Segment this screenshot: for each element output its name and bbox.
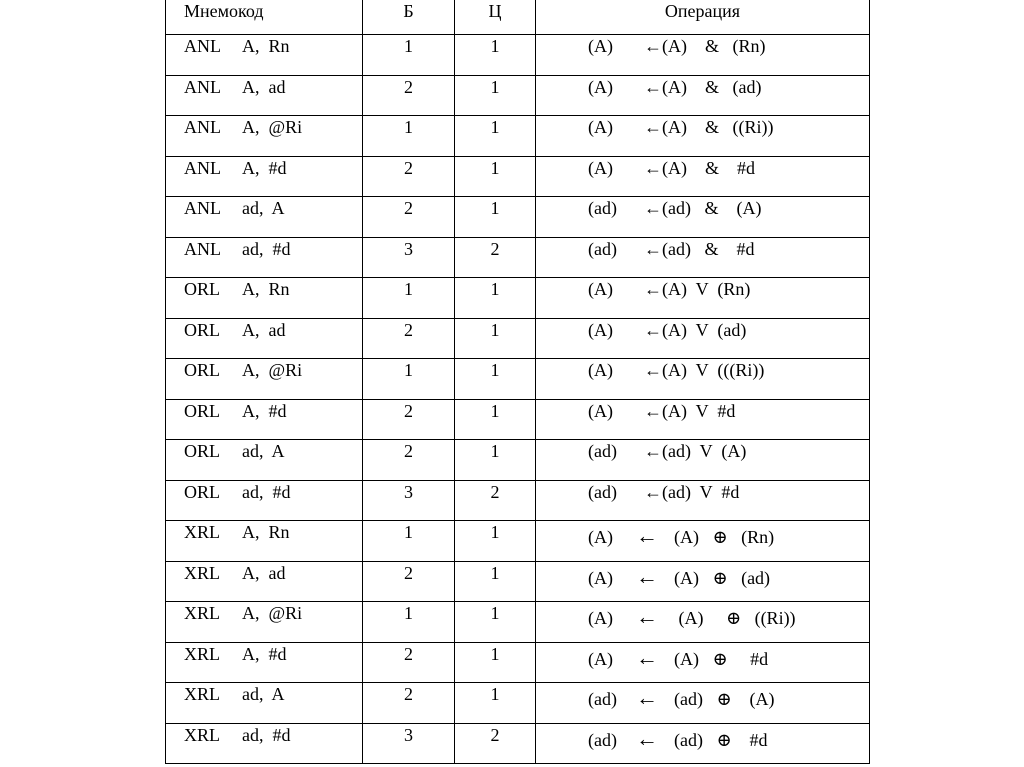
left-arrow-icon: ← [636, 644, 658, 670]
table-row [166, 399, 870, 440]
mnemonic-name: XRL [184, 643, 220, 664]
mnemonic-name: ORL [184, 279, 220, 299]
left-arrow-icon: ← [644, 198, 662, 218]
mnemonic-name: ANL [184, 117, 221, 137]
operation-source: (A) & (Rn) [662, 36, 766, 56]
cycles-cell: 1 [455, 561, 536, 602]
table-row [166, 197, 870, 238]
operation-destination: (A) [588, 76, 613, 97]
left-arrow-icon: ← [636, 604, 658, 629]
cycles-cell: 1 [455, 440, 536, 481]
mnemonic-cell [166, 35, 363, 76]
mnemonic-name: ANL [184, 198, 221, 218]
mnemonic-cell [166, 278, 363, 319]
operation-expression [588, 441, 746, 461]
mnemonic-cell [166, 237, 363, 278]
operation-cell [536, 359, 870, 400]
cycles-cell: 1 [455, 278, 536, 319]
operation-cell [536, 399, 870, 440]
table-header-row [166, 0, 870, 35]
mnemonic-args: A, ad [242, 562, 286, 583]
mnemonic-name: ANL [184, 157, 221, 178]
mnemonic-cell [166, 359, 363, 400]
cycles-cell: 1 [455, 156, 536, 197]
header-mnemonic: Мнемокод [166, 0, 363, 35]
operation-destination: (ad) [588, 689, 617, 709]
mnemonic-args: ad, #d [242, 238, 291, 259]
cycles-cell: 1 [455, 116, 536, 157]
operation-source: (A) & #d [662, 157, 755, 178]
table-row [166, 35, 870, 76]
operation-source: (A) ⊕ ((Ri)) [674, 608, 796, 628]
left-arrow-icon: ← [644, 238, 662, 259]
mnemonic-args: A, Rn [242, 279, 290, 299]
operation-destination: (ad) [588, 729, 617, 750]
operation-expression [588, 603, 796, 628]
bytes-cell: 2 [363, 75, 455, 116]
operation-source: (A) V (((Ri)) [662, 360, 765, 380]
operation-expression [588, 563, 770, 588]
mnemonic-name: ANL [184, 238, 221, 259]
mnemonic-name: XRL [184, 603, 220, 623]
table-row [166, 561, 870, 602]
mnemonic-name: XRL [184, 562, 220, 583]
left-arrow-icon: ← [644, 157, 662, 178]
operation-cell [536, 440, 870, 481]
bytes-cell: 2 [363, 318, 455, 359]
operation-cell [536, 318, 870, 359]
mnemonic-args: ad, #d [242, 481, 291, 502]
table-row [166, 642, 870, 683]
operation-expression [588, 36, 765, 56]
operation-destination: (A) [588, 117, 613, 137]
operation-expression [588, 522, 774, 547]
mnemonic-name: ORL [184, 400, 220, 421]
mnemonic-cell [166, 602, 363, 643]
table-row [166, 683, 870, 724]
cycles-cell: 1 [455, 359, 536, 400]
bytes-cell: 2 [363, 683, 455, 724]
mnemonic-args: A, @Ri [242, 360, 303, 380]
mnemonic-args: ad, #d [242, 724, 291, 745]
operation-source: (ad) & #d [662, 238, 755, 259]
mnemonic-name: ORL [184, 481, 220, 502]
mnemonic-cell [166, 75, 363, 116]
operation-cell [536, 480, 870, 521]
header-operation: Операция [536, 0, 870, 35]
operation-expression [588, 158, 755, 178]
mnemonic-args: A, #d [242, 157, 287, 178]
operation-cell [536, 116, 870, 157]
bytes-cell: 3 [363, 480, 455, 521]
bytes-cell: 3 [363, 723, 455, 764]
bytes-cell: 2 [363, 440, 455, 481]
bytes-cell: 1 [363, 116, 455, 157]
left-arrow-icon: ← [636, 725, 658, 751]
cycles-cell: 2 [455, 723, 536, 764]
left-arrow-icon: ← [644, 117, 662, 137]
cycles-cell: 1 [455, 399, 536, 440]
operation-destination: (ad) [588, 481, 617, 502]
operation-source: (A) ⊕ #d [674, 648, 769, 669]
operation-destination: (A) [588, 527, 613, 547]
table-row [166, 318, 870, 359]
left-arrow-icon: ← [636, 523, 658, 548]
header-bytes: Б [363, 0, 455, 35]
cycles-cell: 2 [455, 237, 536, 278]
table-row [166, 278, 870, 319]
cycles-cell: 2 [455, 480, 536, 521]
operation-expression [588, 644, 768, 669]
operation-cell [536, 35, 870, 76]
mnemonic-name: ORL [184, 360, 220, 380]
operation-expression [588, 198, 761, 218]
left-arrow-icon: ← [644, 441, 662, 461]
cycles-cell: 1 [455, 602, 536, 643]
left-arrow-icon: ← [644, 481, 662, 502]
bytes-cell: 3 [363, 237, 455, 278]
operation-source: (A) V (Rn) [662, 279, 751, 299]
bytes-cell: 2 [363, 642, 455, 683]
cycles-cell: 1 [455, 318, 536, 359]
mnemonic-cell [166, 642, 363, 683]
operation-destination: (A) [588, 567, 613, 588]
operation-cell [536, 561, 870, 602]
operation-destination: (A) [588, 36, 613, 56]
mnemonic-args: ad, A [242, 441, 285, 461]
mnemonic-cell [166, 521, 363, 562]
bytes-cell: 2 [363, 156, 455, 197]
operation-expression [588, 360, 764, 380]
left-arrow-icon: ← [636, 563, 658, 589]
table-row [166, 521, 870, 562]
operation-source: (A) V (ad) [662, 319, 747, 340]
operation-expression [588, 117, 773, 137]
mnemonic-args: A, ad [242, 76, 286, 97]
operation-cell [536, 278, 870, 319]
table-row [166, 480, 870, 521]
mnemonic-cell [166, 318, 363, 359]
operation-destination: (A) [588, 157, 613, 178]
mnemonic-args: A, Rn [242, 36, 290, 56]
operation-expression [588, 77, 761, 97]
operation-source: (A) ⊕ (ad) [674, 567, 771, 588]
mnemonic-cell [166, 197, 363, 238]
table-row [166, 723, 870, 764]
operation-destination: (A) [588, 648, 613, 669]
operation-destination: (A) [588, 319, 613, 340]
operation-expression [588, 239, 754, 259]
mnemonic-cell [166, 156, 363, 197]
table-row [166, 602, 870, 643]
operation-source: (ad) V (A) [662, 441, 747, 461]
mnemonic-args: A, ad [242, 319, 286, 340]
operation-source: (ad) ⊕ #d [674, 729, 768, 750]
mnemonic-cell [166, 399, 363, 440]
operation-source: (ad) V #d [662, 481, 740, 502]
cycles-cell: 1 [455, 521, 536, 562]
operation-destination: (A) [588, 608, 613, 628]
operation-destination: (ad) [588, 441, 617, 461]
operation-cell [536, 156, 870, 197]
operation-destination: (ad) [588, 198, 617, 218]
mnemonic-name: XRL [184, 684, 220, 704]
bytes-cell: 2 [363, 197, 455, 238]
operation-destination: (A) [588, 400, 613, 421]
cycles-cell: 1 [455, 683, 536, 724]
table-row [166, 359, 870, 400]
cycles-cell: 1 [455, 75, 536, 116]
table-row [166, 237, 870, 278]
operation-expression [588, 279, 750, 299]
mnemonic-name: ANL [184, 76, 221, 97]
cycles-cell: 1 [455, 197, 536, 238]
left-arrow-icon: ← [644, 400, 662, 421]
mnemonic-args: A, @Ri [242, 603, 303, 623]
cycles-cell: 1 [455, 35, 536, 76]
operation-source: (A) & ((Ri)) [662, 117, 774, 137]
left-arrow-icon: ← [644, 76, 662, 97]
bytes-cell: 2 [363, 561, 455, 602]
operation-destination: (A) [588, 279, 613, 299]
mnemonic-cell [166, 683, 363, 724]
operation-destination: (ad) [588, 238, 617, 259]
mnemonic-args: A, #d [242, 400, 287, 421]
operation-source: (ad) & (A) [662, 198, 762, 218]
operation-expression [588, 401, 735, 421]
operation-source: (A) V #d [662, 400, 736, 421]
left-arrow-icon: ← [636, 685, 658, 710]
bytes-cell: 1 [363, 359, 455, 400]
instruction-table [165, 0, 870, 764]
mnemonic-cell [166, 480, 363, 521]
operation-cell [536, 723, 870, 764]
cycles-cell: 1 [455, 642, 536, 683]
bytes-cell: 1 [363, 602, 455, 643]
header-cycles: Ц [455, 0, 536, 35]
bytes-cell: 1 [363, 521, 455, 562]
operation-source: (A) & (ad) [662, 76, 762, 97]
mnemonic-name: ANL [184, 36, 221, 56]
left-arrow-icon: ← [644, 279, 662, 299]
table-row [166, 156, 870, 197]
mnemonic-name: ORL [184, 319, 220, 340]
operation-cell [536, 197, 870, 238]
bytes-cell: 1 [363, 35, 455, 76]
operation-expression [588, 684, 775, 709]
mnemonic-cell [166, 561, 363, 602]
mnemonic-args: A, @Ri [242, 117, 303, 137]
operation-source: (A) ⊕ (Rn) [674, 527, 775, 547]
bytes-cell: 2 [363, 399, 455, 440]
left-arrow-icon: ← [644, 36, 662, 56]
operation-expression [588, 320, 746, 340]
mnemonic-args: ad, A [242, 198, 285, 218]
table-body [166, 35, 870, 764]
mnemonic-args: ad, A [242, 684, 285, 704]
bytes-cell: 1 [363, 278, 455, 319]
operation-cell [536, 683, 870, 724]
mnemonic-args: A, Rn [242, 522, 290, 542]
operation-source: (ad) ⊕ (A) [674, 689, 775, 709]
operation-expression [588, 482, 739, 502]
mnemonic-name: XRL [184, 522, 220, 542]
mnemonic-args: A, #d [242, 643, 287, 664]
operation-cell [536, 75, 870, 116]
left-arrow-icon: ← [644, 319, 662, 340]
mnemonic-cell [166, 116, 363, 157]
operation-destination: (A) [588, 360, 613, 380]
mnemonic-cell [166, 723, 363, 764]
operation-cell [536, 602, 870, 643]
operation-cell [536, 237, 870, 278]
mnemonic-name: ORL [184, 441, 220, 461]
table-row [166, 75, 870, 116]
table-row [166, 116, 870, 157]
operation-cell [536, 642, 870, 683]
mnemonic-name: XRL [184, 724, 220, 745]
left-arrow-icon: ← [644, 360, 662, 380]
table-row [166, 440, 870, 481]
mnemonic-cell [166, 440, 363, 481]
operation-cell [536, 521, 870, 562]
operation-expression [588, 725, 768, 750]
